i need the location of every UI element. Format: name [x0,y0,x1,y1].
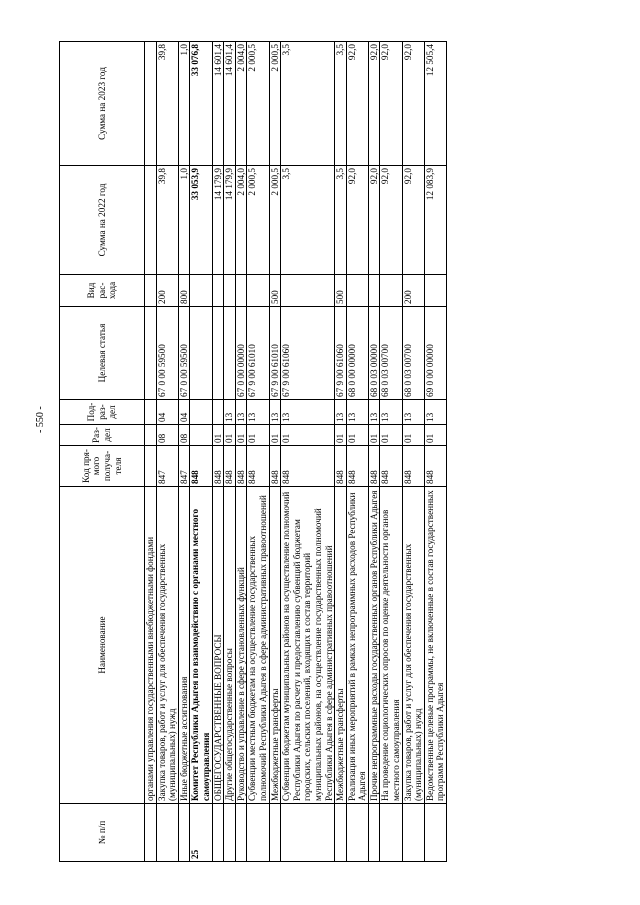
row-podrazdel [145,400,157,425]
header-podrazdel: Под- раз- дел [60,400,145,425]
row-num [178,804,190,862]
row-podrazdel: 13 [224,400,236,425]
row-num [145,804,157,862]
row-sum-2023: 92,0 [402,42,424,166]
row-num [235,804,247,862]
row-target-article: 67 0 00 00000 [235,307,247,400]
row-name: Комитет Республики Адыгея по взаимодействию с органами местного самоуправления [190,487,212,804]
row-podrazdel: 13 [335,400,347,425]
row-razdel: 01 [346,425,368,446]
row-admin-code: 848 [402,446,424,487]
header-admin: Код пря- мого получа- теля [60,446,145,487]
table-row [156,42,178,862]
row-razdel: 01 [224,425,236,446]
header-vid: Вид рас- хода [60,275,145,307]
row-admin-code: 848 [212,446,224,487]
row-num [402,804,424,862]
row-num: 25 [190,804,212,862]
row-name: Межбюджетные трансферты [269,487,281,804]
row-sum-2022: 3,5 [335,166,347,275]
row-num [335,804,347,862]
row-name: Субвенции бюджетам муниципальных районов на осуществление полномочий Республики Адыгея по расчету и предоставлению субвенций бюджетам городских, сельских поселений, входящих в состав территорий муниципальных районов, на осуществление государственных полномочий Республики Адыгея в сфере административных правоотношений [281,487,335,804]
table-row [281,42,335,862]
row-podrazdel: 13 [368,400,380,425]
table-row [145,42,157,862]
row-admin-code: 847 [178,446,190,487]
row-razdel: 01 [281,425,335,446]
row-sum-2022: 92,0 [346,166,368,275]
row-sum-2022: 2 004,0 [235,166,247,275]
row-admin-code: 848 [281,446,335,487]
row-expense-type [380,275,402,307]
table-row [402,42,424,862]
row-expense-type [224,275,236,307]
table-row [235,42,247,862]
row-num [281,804,335,862]
row-podrazdel: 04 [178,400,190,425]
row-razdel: 01 [402,425,424,446]
row-razdel: 01 [269,425,281,446]
row-sum-2023: 39,8 [156,42,178,166]
row-num [424,804,446,862]
row-admin-code: 848 [380,446,402,487]
page-number: - 550 - [35,406,46,433]
row-sum-2022: 12 083,9 [424,166,446,275]
row-sum-2022: 33 053,9 [190,166,212,275]
row-podrazdel [190,400,212,425]
row-podrazdel: 13 [281,400,335,425]
table-header-row [60,42,145,862]
row-expense-type [368,275,380,307]
row-sum-2023: 3,5 [281,42,335,166]
row-target-article: 67 9 00 61060 [335,307,347,400]
row-name: Руководство и управление в сфере установленных функций [235,487,247,804]
row-admin-code: 848 [269,446,281,487]
table-row [269,42,281,862]
header-name: Наименование [60,487,145,804]
row-expense-type: 200 [156,275,178,307]
header-target: Целевая статья [60,307,145,400]
table-row [380,42,402,862]
row-podrazdel: 13 [235,400,247,425]
row-razdel: 01 [380,425,402,446]
row-target-article: 67 9 00 61010 [247,307,269,400]
row-name: органами управления государственными внебюджетными фондами [145,487,157,804]
row-razdel: 01 [247,425,269,446]
row-podrazdel: 13 [380,400,402,425]
row-sum-2023: 2 000,5 [247,42,269,166]
row-expense-type: 500 [269,275,281,307]
table-row [224,42,236,862]
row-name: Иные бюджетные ассигнования [178,487,190,804]
row-name: На проведение социологических опросов по оценке деятельности органов местного самоуправления [380,487,402,804]
row-razdel: 08 [178,425,190,446]
row-name: ОБЩЕГОСУДАРСТВЕННЫЕ ВОПРОСЫ [212,487,224,804]
row-expense-type [145,275,157,307]
row-target-article: 67 9 00 61010 [269,307,281,400]
row-sum-2022: 14 179,9 [212,166,224,275]
row-sum-2023: 33 076,8 [190,42,212,166]
row-admin-code: 848 [335,446,347,487]
row-sum-2022: 92,0 [368,166,380,275]
row-sum-2023: 92,0 [380,42,402,166]
row-name: Ведомственные целевые программы, не включенные в состав государственных программ Республики Адыгея [424,487,446,804]
row-sum-2023: 14 601,4 [212,42,224,166]
row-admin-code: 847 [156,446,178,487]
table-row [368,42,380,862]
row-target-article: 68 0 03 00700 [380,307,402,400]
row-expense-type [424,275,446,307]
row-razdel: 01 [368,425,380,446]
table-row [178,42,190,862]
row-sum-2022: 39,8 [156,166,178,275]
row-podrazdel: 13 [269,400,281,425]
row-admin-code: 848 [224,446,236,487]
row-expense-type [190,275,212,307]
row-sum-2023: 92,0 [346,42,368,166]
row-expense-type [235,275,247,307]
row-name: Прочие непрограммные расходы государственных органов Республики Адыгея [368,487,380,804]
row-expense-type: 200 [402,275,424,307]
table-row [190,42,212,862]
table-row [247,42,269,862]
row-num [346,804,368,862]
row-target-article [224,307,236,400]
table-body [145,42,447,862]
row-sum-2022: 92,0 [402,166,424,275]
row-sum-2022: 1,0 [178,166,190,275]
row-sum-2022: 2 000,5 [269,166,281,275]
table-row [335,42,347,862]
row-sum-2023 [145,42,157,166]
row-name: Другие общегосударственные вопросы [224,487,236,804]
row-target-article: 68 0 03 00000 [368,307,380,400]
row-num [368,804,380,862]
row-sum-2023: 2 000,5 [269,42,281,166]
row-expense-type [247,275,269,307]
row-name: Реализация иных мероприятий в рамках непрограммных расходов Республики Адыгея [346,487,368,804]
table-row [424,42,446,862]
row-admin-code: 848 [190,446,212,487]
row-num [212,804,224,862]
row-name: Закупка товаров, работ и услуг для обеспечения государственных (муниципальных) нужд [402,487,424,804]
row-admin-code: 848 [424,446,446,487]
row-sum-2023: 14 601,4 [224,42,236,166]
row-sum-2023: 12 505,4 [424,42,446,166]
row-podrazdel: 04 [156,400,178,425]
budget-table [59,41,447,862]
row-sum-2023: 3,5 [335,42,347,166]
row-razdel [145,425,157,446]
row-name: Субвенции местным бюджетам на осуществление государственных полномочий Республики Адыгея в сфере административных правоотношений [247,487,269,804]
row-target-article: 69 0 00 00000 [424,307,446,400]
row-target-article: 67 9 00 61060 [281,307,335,400]
row-sum-2022: 2 000,5 [247,166,269,275]
row-admin-code: 848 [346,446,368,487]
row-expense-type [281,275,335,307]
row-razdel: 01 [335,425,347,446]
row-expense-type: 500 [335,275,347,307]
row-podrazdel [212,400,224,425]
row-sum-2022: 3,5 [281,166,335,275]
row-sum-2022 [145,166,157,275]
row-sum-2022: 14 179,9 [224,166,236,275]
row-num [247,804,269,862]
row-target-article: 67 0 00 59500 [156,307,178,400]
row-expense-type [212,275,224,307]
row-target-article: 67 0 00 59500 [178,307,190,400]
row-podrazdel: 13 [402,400,424,425]
row-sum-2022: 92,0 [380,166,402,275]
row-podrazdel: 13 [247,400,269,425]
row-target-article [145,307,157,400]
row-admin-code: 848 [235,446,247,487]
row-expense-type [346,275,368,307]
row-target-article: 68 0 03 00700 [402,307,424,400]
row-target-article [190,307,212,400]
row-razdel [190,425,212,446]
row-num [156,804,178,862]
header-num: № п/п [60,804,145,862]
row-name: Межбюджетные трансферты [335,487,347,804]
row-admin-code: 848 [368,446,380,487]
row-name: Закупка товаров, работ и услуг для обеспечения государственных (муниципальных) нужд [156,487,178,804]
row-num [224,804,236,862]
row-razdel: 08 [156,425,178,446]
row-target-article: 68 0 00 00000 [346,307,368,400]
row-razdel: 01 [212,425,224,446]
header-razdel: Раз- дел [60,425,145,446]
table-row [346,42,368,862]
row-podrazdel: 13 [346,400,368,425]
row-razdel: 01 [424,425,446,446]
row-target-article [212,307,224,400]
row-sum-2023: 2 004,0 [235,42,247,166]
row-razdel: 01 [235,425,247,446]
table-row [212,42,224,862]
row-expense-type: 800 [178,275,190,307]
budget-table-container [59,42,584,862]
header-sum2023: Сумма на 2023 год [60,42,145,166]
row-num [380,804,402,862]
row-num [269,804,281,862]
row-sum-2023: 92,0 [368,42,380,166]
row-podrazdel: 13 [424,400,446,425]
row-sum-2023: 1,0 [178,42,190,166]
header-sum2022: Сумма на 2022 год [60,166,145,275]
row-admin-code [145,446,157,487]
row-admin-code: 848 [247,446,269,487]
